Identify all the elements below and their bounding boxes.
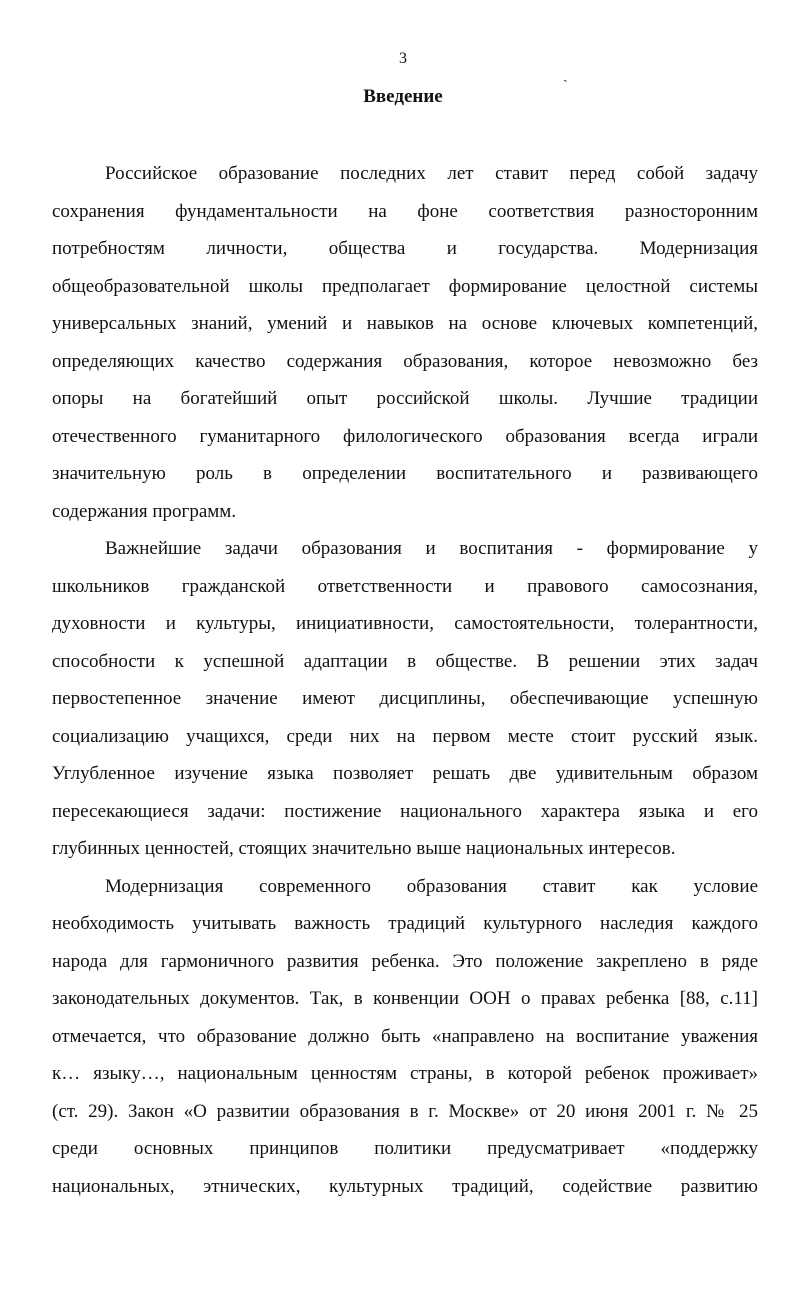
text-line: отечественного гуманитарного филологического образования всегда играли [52, 425, 758, 447]
text-line: Российское образование последних лет ставит перед собой задачу [105, 163, 758, 184]
text-line: сохранения фундаментальности на фоне соответствия разносторонним [52, 200, 758, 222]
text-line: народа для гармоничного развития ребенка. Это положение закреплено в ряде [52, 950, 758, 972]
text-line: к… языку…, национальным ценностям страны, в которой ребенок проживает» [52, 1063, 758, 1084]
section-title: Введение [363, 86, 443, 107]
text-line: общеобразовательной школы предполагает формирование целостной системы [52, 275, 758, 297]
paragraph [52, 868, 758, 1206]
text-line: потребностям личности, общества и государства. Модернизация [52, 238, 758, 259]
text-line: социализацию учащихся, среди них на первом месте стоит русский язык. [52, 725, 758, 747]
text-line: Модернизация современного образования ставит как условие [105, 875, 758, 897]
text-line: содержания программ. [52, 500, 237, 522]
text-line: Важнейшие задачи образования и воспитания - формирование у [105, 538, 758, 559]
text-line: законодательных документов. Так, в конвенции ООН о правах ребенка [88, с.11] [52, 988, 758, 1009]
page-number: 3 [399, 50, 407, 67]
text-line: отмечается, что образование должно быть «направлено на воспитание уважения [52, 1025, 758, 1047]
text-line: способности к успешной адаптации в обществе. В решении этих задач [52, 650, 758, 672]
text-line: значительную роль в определении воспитательного и развивающего [52, 463, 758, 484]
text-line: универсальных знаний, умений и навыков на основе ключевых компетенций, [52, 313, 758, 334]
text-line: опоры на богатейший опыт российской школы. Лучшие традиции [52, 388, 758, 409]
text-line: школьников гражданской ответственности и правового самосознания, [52, 575, 758, 597]
text-line: глубинных ценностей, стоящих значительно выше национальных интересов. [52, 838, 676, 859]
text-line: (ст. 29). Закон «О развитии образования в г. Москве» от 20 июня 2001 г. № 25 [52, 1100, 758, 1122]
text-line: национальных, этнических, культурных традиций, содействие развитию [52, 1175, 758, 1197]
text-line: среди основных принципов политики предусматривает «поддержку [52, 1138, 758, 1159]
document-body [52, 155, 758, 1205]
paragraph [52, 155, 758, 530]
text-line: пересекающиеся задачи: постижение национального характера языка и его [52, 800, 758, 822]
text-line: духовности и культуры, инициативности, самостоятельности, толерантности, [52, 613, 758, 634]
text-line: определяющих качество содержания образования, которое невозможно без [52, 350, 758, 372]
stray-mark: ˏ [563, 68, 568, 83]
paragraph [52, 530, 758, 868]
text-line: Углубленное изучение языка позволяет решать две удивительным образом [52, 763, 758, 784]
text-line: необходимость учитывать важность традиций культурного наследия каждого [52, 913, 758, 934]
text-line: первостепенное значение имеют дисциплины, обеспечивающие успешную [52, 688, 758, 709]
